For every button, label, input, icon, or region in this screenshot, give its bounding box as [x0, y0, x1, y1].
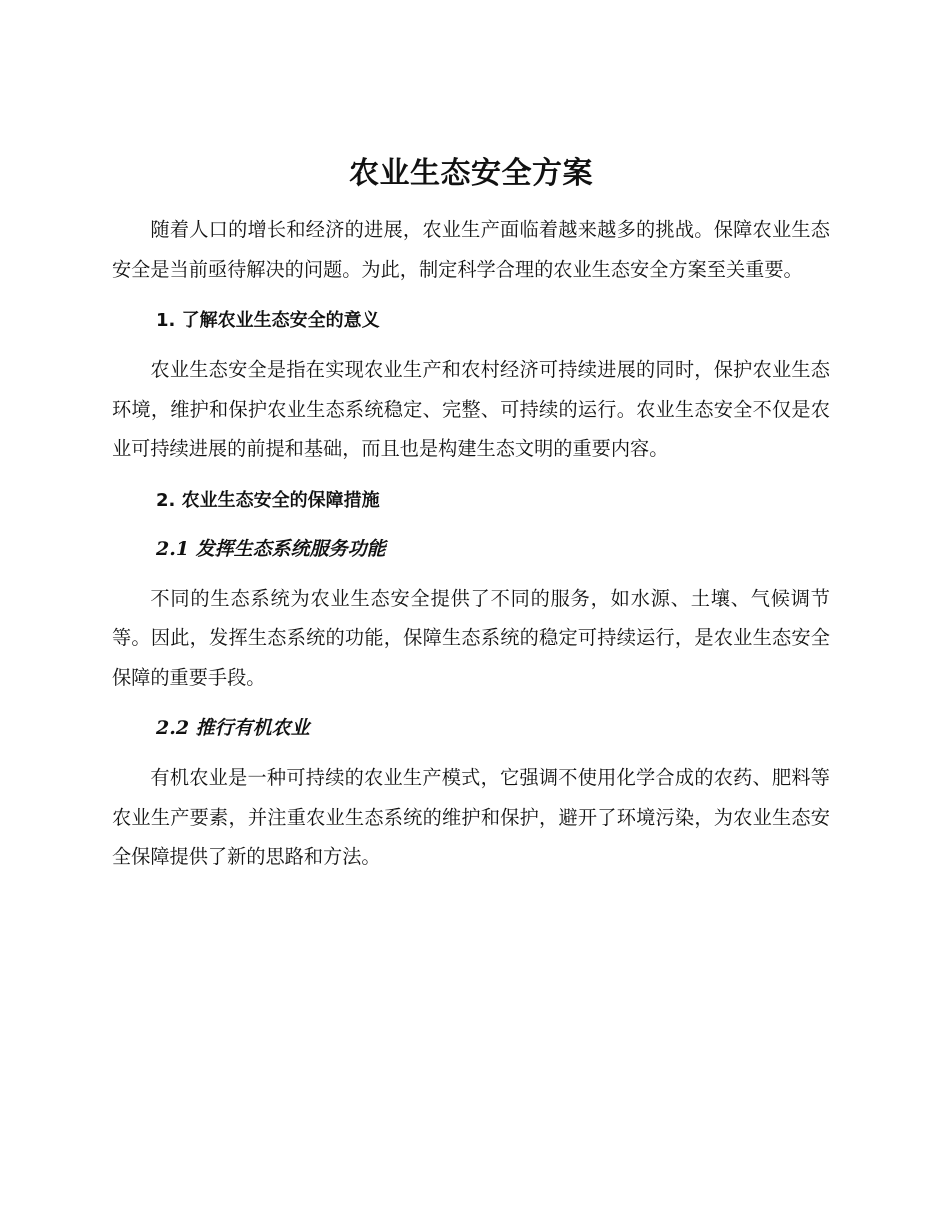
section-2-heading: 2. 农业生态安全的保障措施	[156, 489, 380, 511]
spacer	[112, 748, 830, 758]
section-1-paragraph: 农业生态安全是指在实现农业生产和农村经济可持续进展的同时，保护农业生态环境，维护和保护农业生态系统稳定、完整、可持续的运行。农业生态安全不仅是农业可持续进展的前提和基础，而且也是构建生态文明的重要内容。	[112, 358, 830, 460]
section-1-heading: 1. 了解农业生态安全的意义	[156, 310, 380, 331]
document-title: 农业生态安全方案	[349, 156, 593, 191]
spacer	[112, 569, 830, 579]
intro-paragraph: 随着人口的增长和经济的进展，农业生产面临着越来越多的挑战。保障农业生态安全是当前亟待解决的问题。为此，制定科学合理的农业生态安全方案至关重要。	[112, 218, 830, 281]
spacer	[112, 289, 830, 301]
subsection-2-2-paragraph: 有机农业是一种可持续的农业生产模式，它强调不使用化学合成的农药、肥料等农业生产要素，并注重农业生态系统的维护和保护，避开了环境污染，为农业生态安全保障提供了新的思路和方法。	[112, 766, 830, 868]
subsection-2-1-paragraph: 不同的生态系统为农业生态安全提供了不同的服务，如水源、土壤、气候调节等。因此，发挥生态系统的功能，保障生态系统的稳定可持续运行，是农业生态安全保障的重要手段。	[112, 586, 830, 689]
spacer	[112, 520, 830, 530]
spacer	[112, 697, 830, 709]
subsection-2-2-heading: 2.2 推行有机农业	[156, 717, 310, 739]
document-page	[112, 148, 830, 877]
spacer	[112, 469, 830, 481]
subsection-2-1-heading: 2.1 发挥生态系统服务功能	[156, 537, 386, 560]
spacer	[112, 340, 830, 350]
